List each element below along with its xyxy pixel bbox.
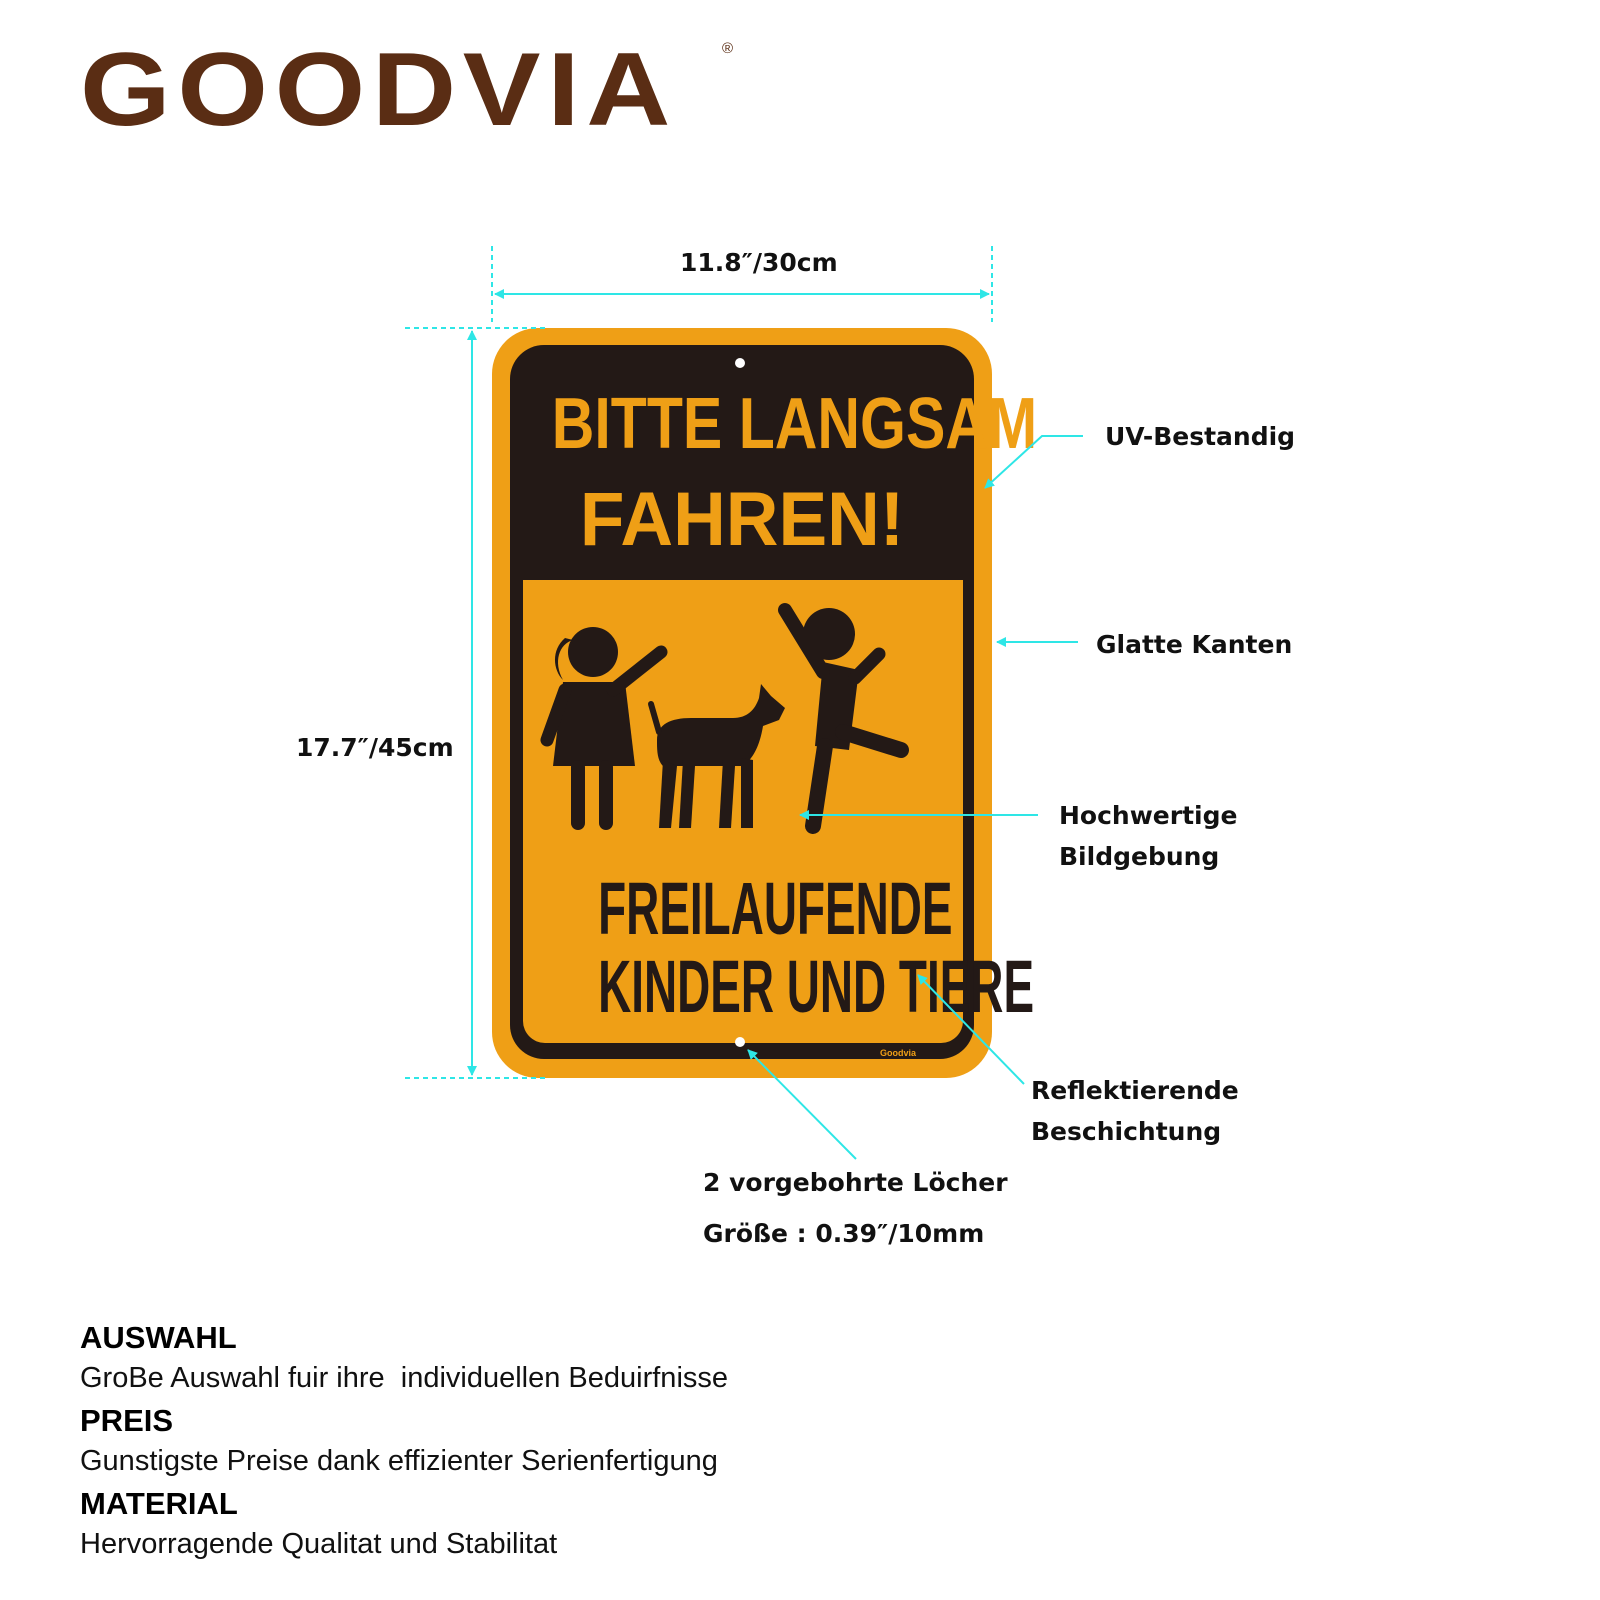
- holes-label-line2: Größe : 0.39″/10mm: [703, 1219, 985, 1248]
- reflective-label-line2: Beschichtung: [1031, 1117, 1222, 1146]
- feature-heading-preis: PREIS: [80, 1403, 174, 1438]
- reflective-label-line1: Reflektierende: [1031, 1076, 1239, 1105]
- top-mounting-hole: [735, 358, 745, 368]
- holes-label-line1: 2 vorgebohrte Löcher: [703, 1168, 1008, 1197]
- sign-title-line2: FAHREN!: [579, 477, 905, 562]
- height-label: 17.7″/45cm: [296, 733, 454, 762]
- bottom-mounting-hole: [735, 1037, 745, 1047]
- sign-small-brand: Goodvia: [880, 1048, 917, 1058]
- boy-playing-icon: [785, 608, 901, 826]
- brand-logo: GOODVIA: [80, 32, 678, 148]
- imaging-label-line2: Bildgebung: [1059, 842, 1220, 871]
- feature-text-material: Hervorragende Qualitat und Stabilitat: [80, 1528, 558, 1560]
- uv-resistant-label: UV-Bestandig: [1105, 422, 1296, 451]
- registered-mark: ®: [722, 40, 734, 57]
- width-label: 11.8″/30cm: [680, 248, 838, 277]
- sign-subtitle-line2: KINDER UND TIERE: [598, 945, 1035, 1028]
- dog-icon: [651, 684, 785, 828]
- pictogram-group: [523, 600, 963, 840]
- feature-heading-auswahl: AUSWAHL: [80, 1320, 237, 1355]
- feature-text-auswahl: GroBe Auswahl fuir ihre individuellen Beduirfnisse: [80, 1362, 729, 1394]
- feature-text-preis: Gunstigste Preise dank effizienter Serienfertigung: [80, 1445, 718, 1477]
- smooth-edges-label: Glatte Kanten: [1096, 630, 1293, 659]
- sign-subtitle-line1: FREILAUFENDE: [598, 867, 953, 950]
- sign-title-line1: BITTE LANGSAM: [551, 384, 1038, 464]
- feature-heading-material: MATERIAL: [80, 1486, 238, 1521]
- girl-waving-icon: [547, 627, 661, 830]
- imaging-label-line1: Hochwertige: [1059, 801, 1238, 830]
